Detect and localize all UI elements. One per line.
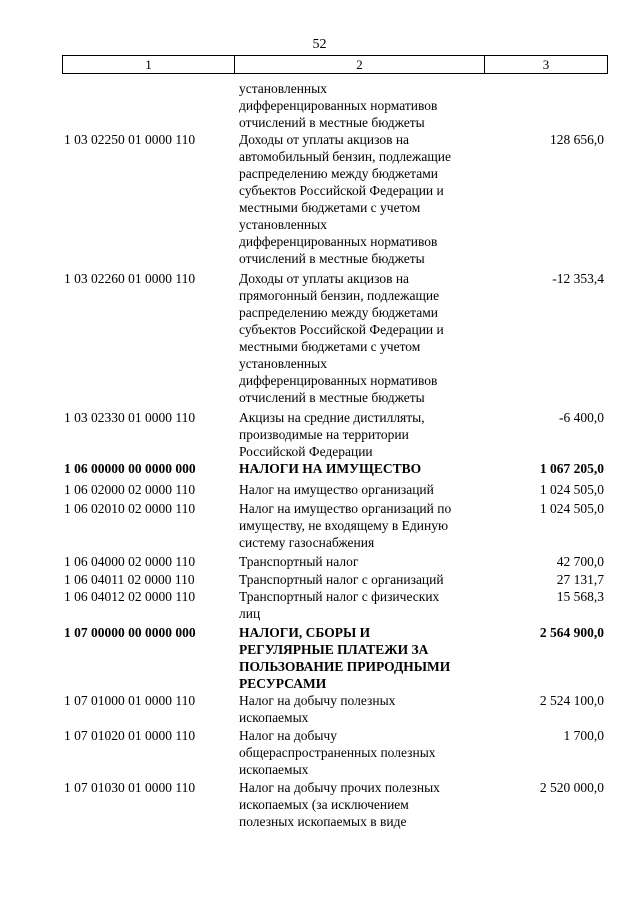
row-value: 128 656,0: [550, 132, 604, 147]
row-name-line: ископаемых: [239, 710, 309, 725]
row-value: 2 524 100,0: [539, 693, 604, 708]
row-name-line: Доходы от уплаты акцизов на: [239, 132, 410, 147]
row-name-line: Доходы от уплаты акцизов на: [239, 271, 410, 286]
row-name-line: систему газоснабжения: [239, 535, 375, 550]
row-name: [239, 553, 489, 570]
row-name: [239, 80, 489, 131]
row-code: 1 07 00000 00 0000 000: [64, 625, 196, 640]
row-name-line: Налог на добычу прочих полезных: [239, 780, 440, 795]
row-name-line: отчислений в местные бюджеты: [239, 390, 425, 405]
row-name-line: Акцизы на средние дистилляты,: [239, 410, 425, 425]
row-name-line: Налог на добычу: [239, 728, 337, 743]
row-code: 1 06 04012 02 0000 110: [64, 589, 196, 604]
row-name-line: Транспортный налог с организаций: [239, 572, 444, 587]
row-code: 1 03 02330 01 0000 110: [64, 410, 196, 425]
row-name: [239, 571, 489, 588]
row-name: [239, 692, 489, 726]
row-name-line: полезных ископаемых в виде: [239, 814, 407, 829]
row-name-line: Российской Федерации: [239, 444, 373, 459]
row-code: 1 06 04011 02 0000 110: [64, 572, 195, 587]
row-name-line: отчислений в местные бюджеты: [239, 251, 425, 266]
row-name-line: ПОЛЬЗОВАНИЕ ПРИРОДНЫМИ: [239, 659, 451, 674]
row-name-line: НАЛОГИ НА ИМУЩЕСТВО: [239, 461, 422, 476]
row-name: [239, 460, 489, 477]
row-name-line: распределению между бюджетами: [239, 305, 438, 320]
row-name: [239, 588, 489, 622]
row-name: [239, 409, 489, 460]
header-col-2: 2: [235, 56, 485, 73]
row-value: 27 131,7: [556, 572, 604, 587]
row-name-line: производимые на территории: [239, 427, 409, 442]
row-value: -6 400,0: [559, 410, 604, 425]
row-name-line: лиц: [239, 606, 261, 621]
row-name: [239, 779, 489, 830]
row-value: 1 024 505,0: [539, 482, 604, 497]
row-name-line: Налог на имущество организаций: [239, 482, 434, 497]
row-value: -12 353,4: [552, 271, 604, 286]
row-name: [239, 624, 489, 692]
row-code: 1 03 02250 01 0000 110: [64, 132, 196, 147]
row-name-line: дифференцированных нормативов: [239, 98, 438, 113]
row-code: 1 07 01030 01 0000 110: [64, 780, 196, 795]
row-name: [239, 500, 489, 551]
row-value: 1 024 505,0: [539, 501, 604, 516]
row-name-line: ископаемых (за исключением: [239, 797, 409, 812]
row-name-line: отчислений в местные бюджеты: [239, 115, 425, 130]
row-code: 1 06 02000 02 0000 110: [64, 482, 196, 497]
row-code: 1 03 02260 01 0000 110: [64, 271, 196, 286]
page-number: 52: [312, 37, 327, 52]
row-value: 1 700,0: [563, 728, 604, 743]
row-name-line: дифференцированных нормативов: [239, 234, 438, 249]
row-name-line: Налог на имущество организаций по: [239, 501, 452, 516]
row-name-line: дифференцированных нормативов: [239, 373, 438, 388]
row-name: [239, 270, 489, 406]
row-code: 1 07 01020 01 0000 110: [64, 728, 196, 743]
row-value: 42 700,0: [556, 554, 604, 569]
row-name-line: РЕСУРСАМИ: [239, 676, 327, 691]
header-col-1: 1: [63, 56, 235, 73]
row-name-line: установленных: [239, 81, 327, 96]
row-name: [239, 131, 489, 267]
row-value: 2 520 000,0: [539, 780, 604, 795]
row-value: 1 067 205,0: [539, 461, 604, 476]
row-name-line: установленных: [239, 356, 327, 371]
row-name-line: Транспортный налог: [239, 554, 359, 569]
row-name-line: распределению между бюджетами: [239, 166, 438, 181]
row-name-line: Транспортный налог с физических: [239, 589, 440, 604]
row-code: 1 06 04000 02 0000 110: [64, 554, 196, 569]
row-name-line: установленных: [239, 217, 327, 232]
row-name-line: НАЛОГИ, СБОРЫ И: [239, 625, 371, 640]
row-name-line: субъектов Российской Федерации и: [239, 183, 444, 198]
row-value: 2 564 900,0: [539, 625, 604, 640]
row-name-line: местными бюджетами с учетом: [239, 339, 421, 354]
row-code: 1 06 00000 00 0000 000: [64, 461, 196, 476]
row-name-line: Налог на добычу полезных: [239, 693, 396, 708]
row-name-line: автомобильный бензин, подлежащие: [239, 149, 451, 164]
row-name-line: субъектов Российской Федерации и: [239, 322, 444, 337]
row-name-line: ископаемых: [239, 762, 309, 777]
row-name-line: РЕГУЛЯРНЫЕ ПЛАТЕЖИ ЗА: [239, 642, 429, 657]
row-code: 1 07 01000 01 0000 110: [64, 693, 196, 708]
row-name: [239, 727, 489, 778]
row-name-line: местными бюджетами с учетом: [239, 200, 421, 215]
table-header: [62, 55, 608, 74]
row-name-line: прямогонный бензин, подлежащие: [239, 288, 440, 303]
row-name-line: общераспространенных полезных: [239, 745, 436, 760]
row-value: 15 568,3: [556, 589, 604, 604]
row-code: 1 06 02010 02 0000 110: [64, 501, 196, 516]
row-name: [239, 481, 489, 498]
header-col-3: 3: [542, 57, 550, 72]
row-name-line: имуществу, не входящему в Единую: [239, 518, 449, 533]
